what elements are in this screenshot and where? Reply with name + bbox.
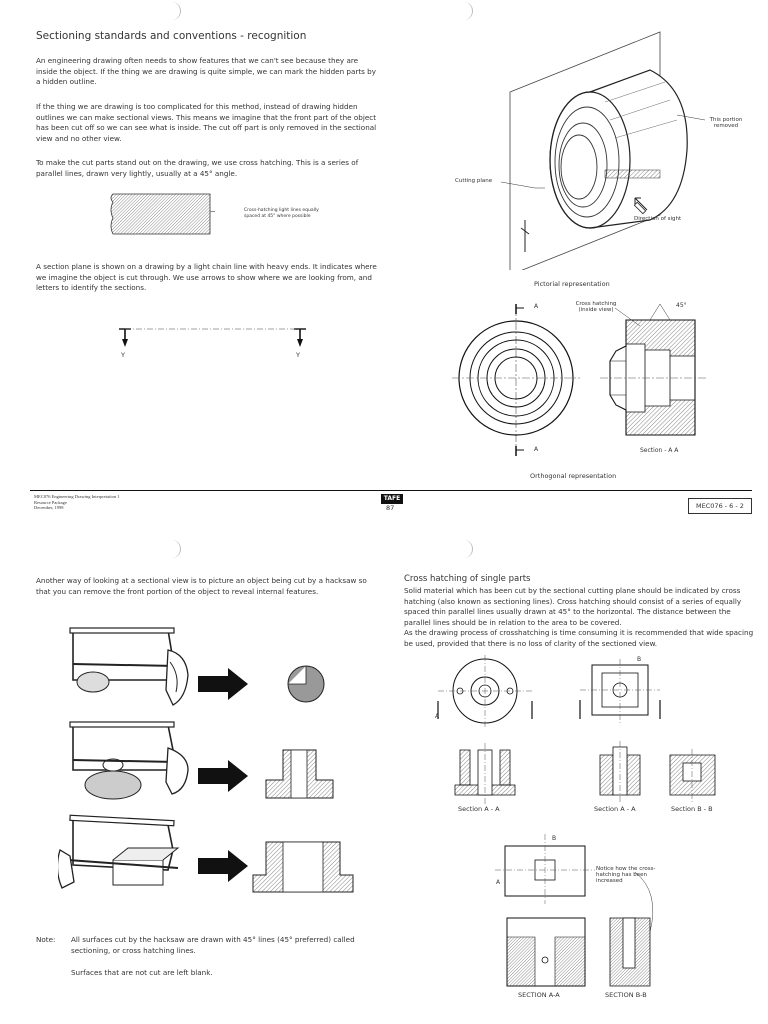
hacksaw-flange-illustration [70,722,188,799]
orthogonal-caption: Orthogonal representation [530,472,617,480]
footer-rule [30,490,752,491]
footer-course-info: MEC076 Engineering Drawing Interpretation 1 Resource Package December, 1998 [34,494,120,510]
module-code: MEC076 - 6 - 2 [688,498,752,514]
hacksaw-intro: Another way of looking at a sectional view is to picture an object being cut by a hacksaw so that you can remove the front portion of the object to reveal internal features. [36,576,367,596]
section-drawings-bottom [495,832,675,997]
binding-hole-3 [170,540,181,558]
sectional-view-paragraph: If the thing we are drawing is too complicated for this method, instead of drawing hidden outlines we can make sectional views. This means we imagine that the front part of the object has been cut off so we can see what is inside. The cut off part is only removed in the sectional view and no other view. [36,102,377,143]
letter-b-2: B [552,835,557,842]
letter-b-1: B [637,656,642,663]
cutting-plane-label: Cutting plane [455,178,493,184]
binding-hole-2 [462,2,473,20]
angle-label: 45° [676,302,687,309]
direction-of-sight-label: Direction of sight [634,216,682,222]
pictorial-caption: Pictorial representation [534,280,610,288]
caption-section-bb-2: SECTION B-B [605,991,647,999]
caption-section-aa-1: Section A - A [458,805,500,813]
portion-removed-label: This portion removed [709,117,743,129]
section-plane-paragraph: A section plane is shown on a drawing by a light chain line with heavy ends. It indicates where we imagine the object is cut through. We use arrows to show where we are looking from, and letters to identify the sections. [36,262,377,292]
intro-paragraph: An engineering drawing often needs to show features that we can't see because they are inside the object. If the thing we are drawing is quite simple, we can mark the hidden parts by a hidden outline. [36,56,376,86]
orthogonal-drawing [450,300,750,465]
section-plane-line [115,325,315,355]
section-drawings-top [420,655,750,815]
cross-hatching-inside-label: Cross hatching (inside view) [575,301,617,313]
single-parts-heading: Cross hatching of single parts [404,574,531,584]
single-parts-body: Solid material which has been cut by the sectional cutting plane should be indicated by cross hatching (also known as sectioning lines). Cross hatching should consist of a series of equally spaced thin parallel lines usually drawn at 45° to the horizontal. The distance between the parallel lines should be in relation to the area to be covered. As the drawing process of crosshatching is time consuming it is recommended that wide spacing be used, provided that there is no loss of clarity of the sectioned view. [404,586,754,648]
note-label: Note: [36,935,56,944]
page-number: 87 [386,504,395,512]
tafe-logo: TAFE [381,494,403,504]
hatch-sample [105,190,215,240]
cross-hatching-paragraph: To make the cut parts stand out on the drawing, we use cross hatching. This is a series of parallel lines, drawn very lightly, usually at a 45° angle. [36,158,359,178]
letter-a-1: A [435,713,440,720]
ortho-a-top: A [534,303,539,310]
caption-section-aa-2: Section A - A [594,805,636,813]
note-uncut-surfaces: Surfaces that are not cut are left blank. [71,968,213,977]
pictorial-drawing [455,20,735,270]
note-cut-surfaces: All surfaces cut by the hacksaw are drawn with 45° lines (45° preferred) called sectioning, or cross hatching lines. [71,935,355,955]
notice-label: Notice how the cross-hatching has been increased [596,866,656,884]
hacksaw-illustrations [58,620,368,920]
binding-hole-1 [170,2,181,20]
hacksaw-bar-illustration [70,628,188,705]
plane-letter-right: Y [296,351,300,359]
hacksaw-block-illustration [58,815,178,888]
caption-section-aa-3: SECTION A-A [518,991,560,999]
page-title: Sectioning standards and conventions - recognition [36,30,307,42]
section-aa-label: Section - A A [640,447,679,454]
binding-hole-4 [462,540,473,558]
hatch-note: Cross-hatching light lines equally spaced at 45° where possible [244,208,319,219]
ortho-a-bottom: A [534,446,539,453]
letter-a-2: A [496,879,501,886]
caption-section-bb-1: Section B - B [671,805,713,813]
plane-letter-left: Y [121,351,125,359]
